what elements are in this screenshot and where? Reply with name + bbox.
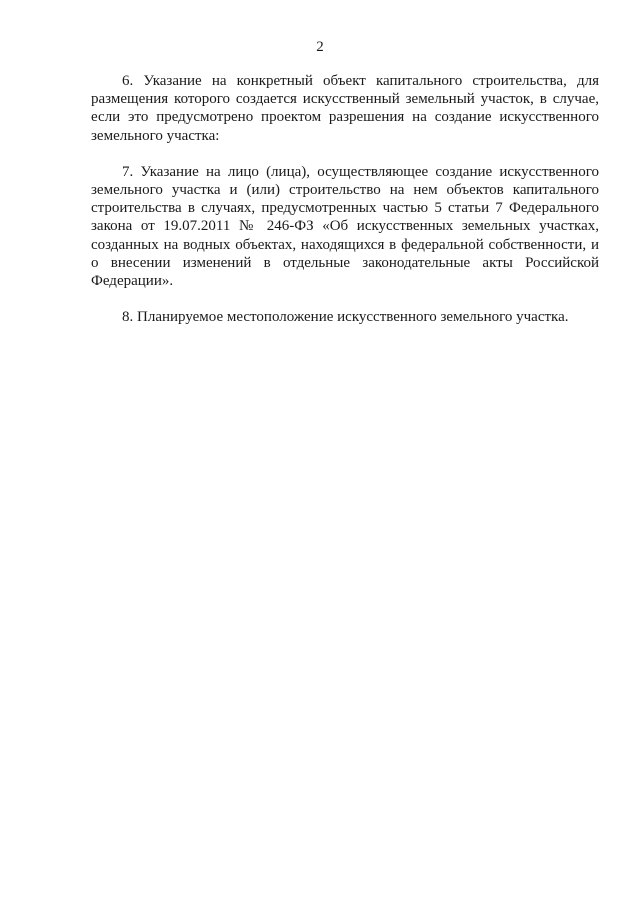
page-number: 2 [316,39,324,55]
paragraph-item-8: 8. Планируемое местоположение искусственного земельного участка. [122,309,569,326]
paragraph-item-7: 7. Указание на лицо (лица), осуществляющее создание искусственного земельного участка и (или) строительство на нем объектов капитального строительства в случаях, предусмотренных частью 5 статьи 7 Федерального закона от 19.07.2011 № 246-ФЗ «Об искусственных земельных участках, созданных на водных объектах, находящихся в федеральной собственности, и о внесении изменений в отдельные законодательные акты Российской Федерации». [91,163,599,290]
document-body [91,72,599,344]
paragraph-item-6: 6. Указание на конкретный объект капитального строительства, для размещения которого создается искусственный земельный участок, в случае, если это предусмотрено проектом разрешения на создание искусственного земельного участка: [91,73,599,144]
